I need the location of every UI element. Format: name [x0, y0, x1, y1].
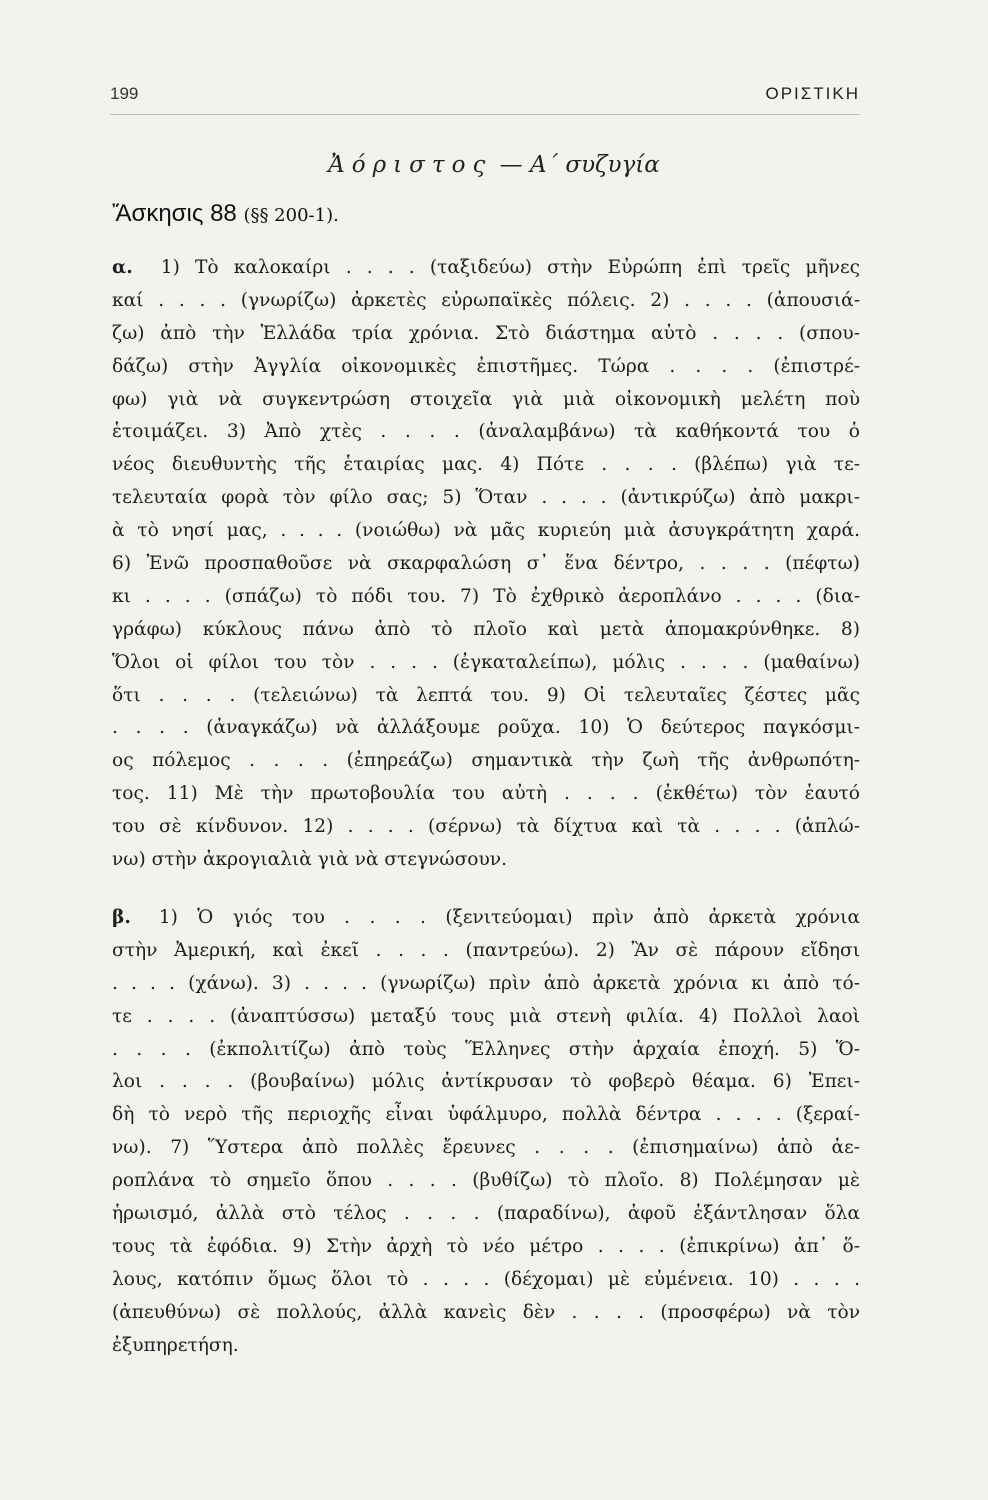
text-line [112, 384, 860, 417]
line-text: νέος διευθυντὴς τῆς ἑταιρίας μας. 4) Πότε . . . . (βλέπω) γιὰ τε- [112, 454, 860, 476]
part-a-text [112, 252, 860, 877]
exercise-heading [112, 200, 339, 228]
line-text: 6) Ἐνῶ προσπαθοῦσε νὰ σκαρφαλώση σ᾽ ἕνα δέντρο, . . . . (πέφτω) [112, 553, 860, 575]
page-number: 199 [110, 84, 139, 103]
text-line [112, 712, 860, 745]
text-line [112, 647, 860, 680]
line-text: τος. 11) Μὲ τὴν πρωτοβουλία του αὐτὴ . . . . (ἐκθέτω) τὸν ἑαυτό [112, 783, 860, 805]
line-text: δάζω) στὴν Ἀγγλία οἰκονομικὲς ἐπιστῆμες. Τώρα . . . . (ἐπιστρέ- [112, 355, 860, 377]
text-line [112, 1264, 860, 1297]
line-text: . . . . (χάνω). 3) . . . . (γνωρίζω) πρὶν ἀπὸ ἀρκετὰ χρόνια κι ἀπὸ τό- [112, 972, 860, 994]
line-text: φω) γιὰ νὰ συγκεντρώση στοιχεῖα γιὰ μιὰ οἰκονομικὴ μελέτη ποὺ [112, 388, 860, 410]
exercise-ref: (§§ 200-1). [243, 205, 339, 226]
part-b-text [112, 902, 860, 1362]
line-text: καί . . . . (γνωρίζω) ἀρκετὲς εὐρωπαϊκὲς πόλεις. 2) . . . . (ἀπουσιά- [112, 289, 860, 311]
line-text: ἐξυπηρετήση. [112, 1334, 239, 1356]
line-text: ροπλάνα τὸ σημεῖο ὅπου . . . . (βυθίζω) τὸ πλοῖο. 8) Πολέμησαν μὲ [112, 1170, 860, 1192]
text-line [112, 1297, 860, 1330]
line-text: τε . . . . (ἀναπτύσσω) μεταξύ τους μιὰ στενὴ φιλία. 4) Πολλοὶ λαοὶ [112, 1005, 860, 1027]
text-line [112, 1001, 860, 1034]
text-line [112, 778, 860, 811]
text-line [112, 811, 860, 844]
text-line [112, 548, 860, 581]
running-head: ΟΡΙΣΤΙΚΗ [765, 84, 860, 103]
text-line [112, 1034, 860, 1067]
line-text: τελευταία φορὰ τὸν φίλο σας; 5) Ὅταν . . . . (ἀντικρύζω) ἀπὸ μακρι- [112, 487, 860, 509]
text-line [112, 844, 860, 877]
line-text: ὰ τὸ νησί μας, . . . . (νοιώθω) νὰ μᾶς κυριεύη μιὰ ἀσυγκράτητη χαρά. [112, 520, 860, 542]
text-line [112, 968, 860, 1001]
line-text: . . . . (ἐκπολιτίζω) ἀπὸ τοὺς Ἕλληνες στὴν ἀρχαία ἐποχή. 5) Ὅ- [112, 1038, 860, 1060]
line-text: ος πόλεμος . . . . (ἐπηρεάζω) σημαντικὰ τὴν ζωὴ τῆς ἀνθρωπότη- [112, 750, 860, 772]
page-header [110, 84, 860, 115]
text-line [112, 252, 860, 285]
text-line [112, 1165, 860, 1198]
text-line [112, 1132, 860, 1165]
section-title-name: Ἀόριστος [328, 152, 493, 178]
text-line [112, 285, 860, 318]
line-text: ἑτοιμάζει. 3) Ἀπὸ χτὲς . . . . (ἀναλαμβάνω) τὰ καθήκοντά του ὁ [112, 421, 860, 443]
line-text: (ἀπευθύνω) σὲ πολλούς, ἀλλὰ κανεὶς δὲν . . . . (προσφέρω) νὰ τὸν [112, 1301, 860, 1323]
line-text: λοι . . . . (βουβαίνω) μόλις ἀντίκρυσαν τὸ φοβερὸ θέαμα. 6) Ἐπει- [112, 1071, 860, 1093]
line-text: Ὅλοι οἱ φίλοι του τὸν . . . . (ἐγκαταλείπω), μόλις . . . . (μαθαίνω) [112, 651, 860, 673]
line-text: δὴ τὸ νερὸ τῆς περιοχῆς εἶναι ὑφάλμυρο, πολλὰ δέντρα . . . . (ξεραί- [112, 1104, 860, 1126]
section-title-rest: — Α΄ συζυγία [499, 152, 660, 178]
text-line [112, 935, 860, 968]
section-title [0, 152, 988, 178]
text-line [112, 416, 860, 449]
line-text: του σὲ κίνδυνον. 12) . . . . (σέρνω) τὰ δίχτυα καὶ τὰ . . . . (ἁπλώ- [112, 816, 860, 838]
text-line [112, 515, 860, 548]
text-line [112, 482, 860, 515]
line-text: . . . . (ἀναγκάζω) νὰ ἀλλάξουμε ροῦχα. 10) Ὁ δεύτερος παγκόσμι- [112, 717, 860, 739]
text-line [112, 351, 860, 384]
text-line [112, 745, 860, 778]
part-label: α. [112, 257, 133, 278]
text-line [112, 581, 860, 614]
line-text: στὴν Ἀμερική, καὶ ἐκεῖ . . . . (παντρεύω). 2) Ἂν σὲ πάρουν εἴδησι [112, 939, 860, 961]
text-line [112, 902, 860, 935]
line-text: 1) Τὸ καλοκαίρι . . . . (ταξιδεύω) στὴν Εὐρώπη ἐπὶ τρεῖς μῆνες [160, 257, 860, 278]
part-label: β. [112, 907, 131, 928]
text-line [112, 1066, 860, 1099]
text-line [112, 1198, 860, 1231]
line-text: ὅτι . . . . (τελειώνω) τὰ λεπτά του. 9) Οἱ τελευταῖες ζέστες μᾶς [112, 684, 860, 706]
line-text: ἡρωισμό, ἀλλὰ στὸ τέλος . . . . (παραδίνω), ἀφοῦ ἐξάντλησαν ὅλα [112, 1203, 860, 1225]
line-text: λους, κατόπιν ὅμως ὅλοι τὸ . . . . (δέχομαι) μὲ εὐμένεια. 10) . . . . [112, 1268, 860, 1290]
text-line [112, 1231, 860, 1264]
text-line [112, 1330, 860, 1363]
line-text: κι . . . . (σπάζω) τὸ πόδι του. 7) Τὸ ἐχθρικὸ ἀεροπλάνο . . . . (δια- [112, 585, 860, 607]
text-line [112, 680, 860, 713]
text-line [112, 614, 860, 647]
line-text: νω) στὴν ἀκρογιαλιὰ γιὰ νὰ στεγνώσουν. [112, 849, 507, 871]
line-text: 1) Ὁ γιός του . . . . (ξενιτεύομαι) πρὶν ἀπὸ ἀρκετὰ χρόνια [158, 907, 860, 928]
exercise-title: Ἄσκησις 88 [112, 200, 237, 227]
line-text: νω). 7) Ὕστερα ἀπὸ πολλὲς ἔρευνες . . . . (ἐπισημαίνω) ἀπὸ ἀε- [112, 1137, 860, 1159]
text-line [112, 318, 860, 351]
text-line [112, 1099, 860, 1132]
line-text: τους τὰ ἐφόδια. 9) Στὴν ἀρχὴ τὸ νέο μέτρο . . . . (ἐπικρίνω) ἀπ᾽ ὅ- [112, 1235, 860, 1257]
line-text: γράφω) κύκλους πάνω ἀπὸ τὸ πλοῖο καὶ μετὰ ἀπομακρύνθηκε. 8) [112, 618, 860, 640]
text-line [112, 449, 860, 482]
line-text: ζω) ἀπὸ τὴν Ἑλλάδα τρία χρόνια. Στὸ διάστημα αὐτὸ . . . . (σπου- [112, 322, 860, 344]
